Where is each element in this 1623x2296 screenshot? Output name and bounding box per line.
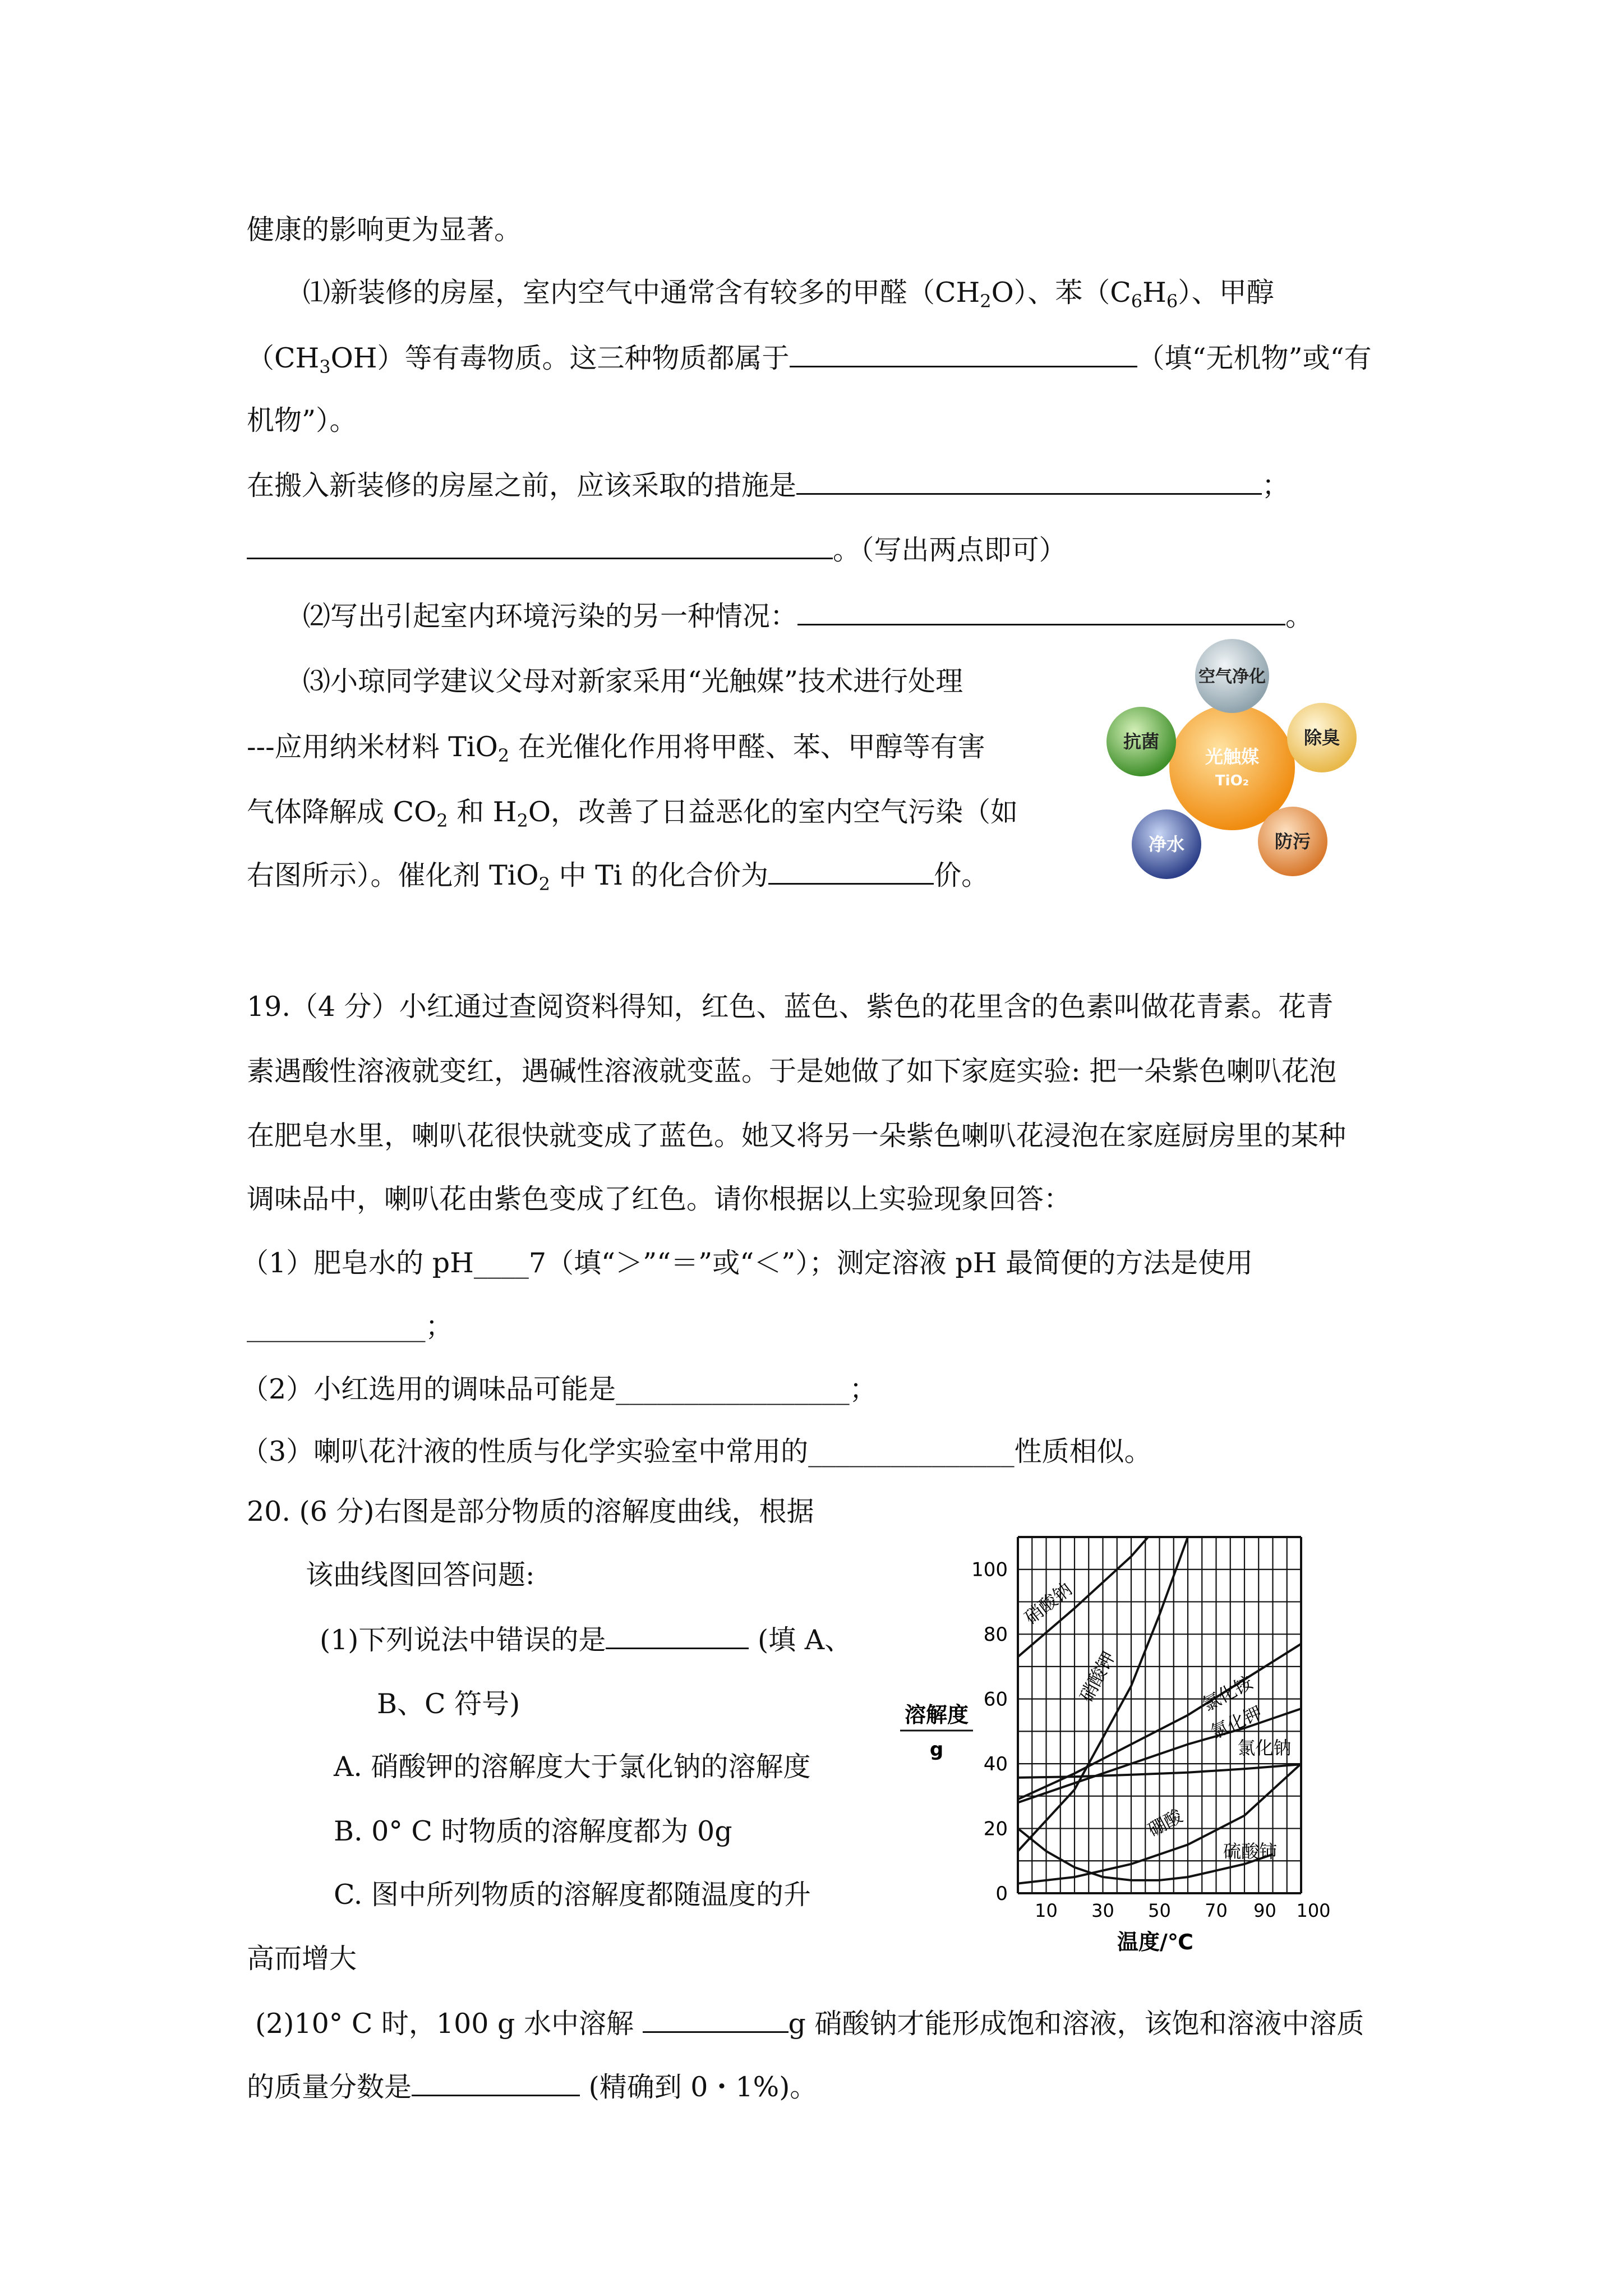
answer-blank[interactable] [768, 858, 934, 885]
text-span: O）、苯（C [991, 277, 1131, 309]
text-span: (1)下列说法中错误的是 [320, 1624, 606, 1656]
text-line: 该曲线图回答问题: [306, 1559, 535, 1591]
text-line [247, 468, 1289, 503]
x-tick-label: 30 [1091, 1900, 1114, 1921]
solubility-chart [875, 1509, 1352, 1958]
series-label: 硫酸铈 [1223, 1841, 1278, 1862]
subscript: 3 [319, 356, 331, 378]
text-span: OH）等有毒物质。这三种物质都属于 [330, 342, 790, 374]
answer-blank[interactable] [796, 468, 1262, 495]
series-label: 氯化钠 [1237, 1737, 1292, 1759]
subscript: 2 [538, 873, 550, 895]
text-line: （1）肥皂水的 pH____7（填“＞”“＝”或“＜”）；测定溶液 pH 最简便的方法是使用 [241, 1247, 1253, 1279]
subscript: 2 [436, 810, 448, 831]
text-line: 机物”）。 [247, 404, 357, 436]
text-span: ⑵写出引起室内环境污染的另一种情况： [303, 600, 798, 632]
y-tick-label: 100 [971, 1558, 1008, 1581]
text-line: 健康的影响更为显著。 [247, 214, 522, 246]
text-span: ； [1262, 470, 1290, 501]
text-line: 调味品中，喇叭花由紫色变成了红色。请你根据以上实验现象回答： [247, 1183, 1072, 1215]
text-line [303, 276, 1274, 318]
answer-blank[interactable] [643, 2007, 789, 2033]
y-tick-label: 0 [995, 1883, 1008, 1905]
subscript: 2 [980, 291, 992, 312]
text-span: (填 A、 [749, 1624, 852, 1656]
series-label: 硝酸钾 [1075, 1648, 1120, 1706]
text-line: （3）喇叭花汁液的性质与化学实验室中常用的_______________性质相似。 [241, 1435, 1152, 1467]
text-span: (2)10° C 时，100 g 水中溶解 [255, 2008, 643, 2040]
text-span: 和 H [448, 796, 517, 828]
series-label: 氯化钾 [1207, 1701, 1266, 1743]
text-line: （2）小红选用的调味品可能是_________________； [241, 1373, 877, 1405]
text-span: 价。 [934, 859, 989, 891]
text-span: 在光催化作用将甲醛、苯、甲醇等有害 [509, 731, 985, 763]
x-tick-label: 100 [1296, 1900, 1331, 1921]
text-span: 。（写出两点即可） [833, 534, 1067, 566]
x-tick-label: 90 [1253, 1900, 1276, 1921]
text-line [255, 2007, 1364, 2041]
text-line: B、C 符号) [377, 1688, 520, 1720]
text-line: 素遇酸性溶液就变红，遇碱性溶液就变蓝。于是她做了如下家庭实验: 把一朵紫色喇叭花泡 [247, 1055, 1337, 1087]
text-span: （CH [247, 342, 320, 374]
text-span: ⑴新装修的房屋，室内空气中通常含有较多的甲醛（CH [303, 277, 980, 309]
text-line: _____________； [247, 1310, 453, 1342]
text-span: 。 [1285, 600, 1313, 632]
center-label: 光触媒 [1205, 746, 1260, 767]
text-line [303, 599, 1313, 633]
text-line: ⑶小琼同学建议父母对新家采用“光触媒”技术进行处理 [303, 665, 963, 697]
ball-label: 防污 [1274, 831, 1311, 852]
option-b: B. 0° C 时物质的溶解度都为 0g [334, 1815, 732, 1847]
center-sublabel: TiO₂ [1215, 772, 1249, 789]
subscript: 2 [517, 810, 528, 831]
y-tick-label: 20 [983, 1818, 1008, 1841]
series-label: 硝酸钠 [1020, 1578, 1076, 1628]
y-axis-label: 溶解度 [904, 1703, 969, 1727]
text-line [247, 858, 989, 901]
text-span: 在搬入新装修的房屋之前，应该采取的措施是 [247, 470, 797, 501]
subscript: 6 [1131, 291, 1143, 312]
x-axis-label: 温度/℃ [1117, 1930, 1193, 1954]
y-axis [971, 1559, 1008, 1905]
text-span: （填“无机物”或“有 [1137, 342, 1372, 374]
question-19: 19.（4 分）小红通过查阅资料得知，红色、蓝色、紫色的花里含的色素叫做花青素。花青 [247, 991, 1334, 1023]
text-line: 高而增大 [247, 1943, 357, 1975]
answer-blank[interactable] [606, 1623, 749, 1649]
answer-blank[interactable] [412, 2070, 580, 2096]
text-span: g 硝酸钠才能形成饱和溶液，该饱和溶液中溶质 [788, 2008, 1364, 2040]
text-span: H [1142, 277, 1166, 309]
text-span: ）、甲醇 [1178, 277, 1274, 309]
x-tick-label: 50 [1148, 1900, 1171, 1921]
question-20: 20. (6 分)右图是部分物质的溶解度曲线，根据 [247, 1496, 814, 1527]
y-tick-label: 60 [983, 1688, 1008, 1711]
text-span: 气体降解成 CO [247, 796, 437, 828]
option-a: A. 硝酸钾的溶解度大于氯化钠的溶解度 [334, 1751, 811, 1783]
ball-label: 除臭 [1303, 727, 1340, 748]
subscript: 6 [1166, 291, 1178, 312]
photocatalyst-figure [1102, 634, 1366, 892]
subscript: 2 [497, 745, 510, 766]
text-span: 的质量分数是 [247, 2071, 412, 2103]
answer-blank[interactable] [797, 599, 1285, 625]
x-tick-label: 10 [1035, 1900, 1058, 1921]
series-label: 硼酸 [1144, 1805, 1186, 1841]
x-axis [1035, 1900, 1330, 1921]
text-span: O，改善了日益恶化的室内空气污染（如 [528, 796, 1018, 828]
option-c: C. 图中所列物质的溶解度都随温度的升 [334, 1879, 811, 1911]
text-line: 在肥皂水里，喇叭花很快就变成了蓝色。她又将另一朵紫色喇叭花浸泡在家庭厨房里的某种 [247, 1120, 1347, 1152]
ball-label: 净水 [1148, 834, 1185, 855]
text-line [247, 341, 1372, 384]
x-tick-label: 70 [1205, 1900, 1228, 1921]
answer-blank[interactable] [247, 533, 833, 559]
series-label: 氯化铵 [1198, 1671, 1256, 1716]
y-tick-label: 40 [983, 1753, 1008, 1776]
y-axis-unit: g [929, 1738, 944, 1761]
text-span: 中 Ti 的化合价为 [550, 859, 769, 891]
y-tick-label: 80 [983, 1623, 1008, 1646]
ball-label: 空气净化 [1198, 667, 1266, 687]
answer-blank[interactable] [790, 341, 1137, 367]
text-line [247, 533, 1067, 567]
text-span: ---应用纳米材料 TiO [247, 731, 498, 763]
text-line [247, 795, 1018, 838]
text-line [320, 1623, 852, 1657]
text-span: (精确到 0・1%)。 [580, 2071, 818, 2103]
text-line [247, 730, 985, 772]
ball-label: 抗菌 [1123, 731, 1160, 752]
text-line [247, 2070, 817, 2104]
text-span: 右图所示）。催化剂 TiO [247, 859, 539, 891]
